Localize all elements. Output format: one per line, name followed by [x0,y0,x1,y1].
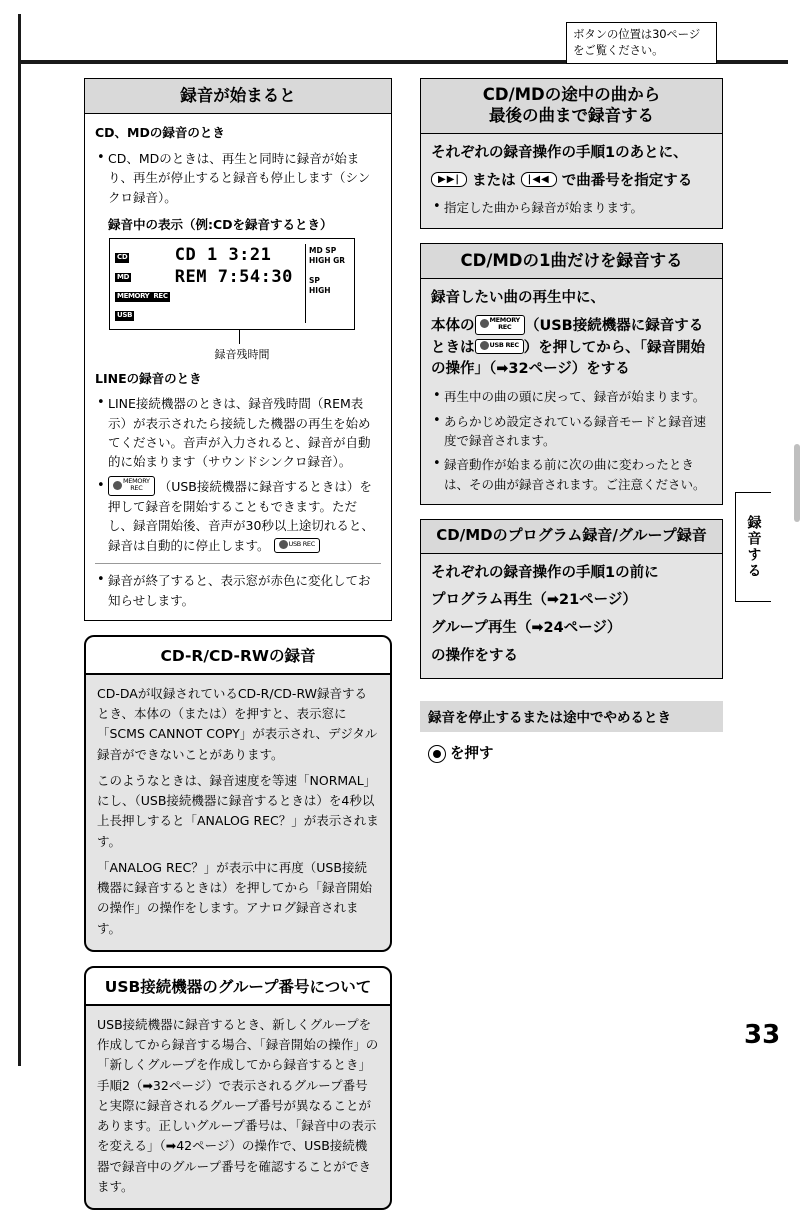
page-frame-left-rule [18,14,21,1066]
list-item: • 指定した曲から録音が始まります。 [431,198,712,217]
header-note [566,22,717,64]
display-mode-1: MD SP [309,246,337,256]
label-cd-md-recording: CD、MDの録音のとき [95,125,225,141]
section-cdr-cdrw [84,635,392,952]
section-title-single-track: CD/MDの1曲だけを録音する [420,243,723,279]
section-title-line1: CD/MDの途中の曲から [482,85,661,104]
header-note-line1: ボタンの位置は30ページ [573,27,701,41]
divider [95,563,381,564]
paragraph: USB接続機器に録音するとき、新しくグループを作成してから録音する場合、「録音開始の操作」の「新しくグループを作成してから録音するとき」手順2（➡32ページ）で表示されるグループ番号と実際に録音されるグループ番号が異なることがあります。正しいグループ番号は、「録音中の表示を変える」（➡42ページ）の操作で、USB接続機器で録音中のグループ番号を確認することができます。 [97,1016,379,1194]
right-column [420,78,723,777]
display-mode-2: HIGH GR [309,256,346,266]
section-program-group-recording [420,519,723,679]
list-item: • CD、MDのときは、再生と同時に録音が始まり、再生が停止すると録音も停止します（シンクロ録音）。 [95,149,381,207]
section-body-stop-recording [420,732,723,763]
instruction-conjunction: または [472,172,516,189]
display-illustration [109,238,355,363]
display-line-2: REM 7:54:30 [174,266,293,287]
memory-rec-button-icon[interactable]: MEMORY REC [475,315,525,335]
instruction-prefix: 本体の [431,317,475,334]
list-midway-notes [431,198,712,217]
instruction-mid: （USB接続機器に録音するときは [431,317,704,356]
instruction-suffix: ）を押してから、「録音開始の操作」（➡32ページ）をする [431,339,706,378]
indicator-rec: REC [153,292,168,301]
list-item: • 録音動作が始まる前に次の曲に変わったときは、その曲が録音されます。ご注意ください。 [431,455,712,494]
section-title-usb-group-number: USB接続機器のグループ番号について [84,966,392,1006]
section-title-cdr-cdrw: CD-R/CD-RWの録音 [84,635,392,675]
section-single-track [420,243,723,505]
section-title-midway-recording [420,78,723,134]
stop-action-label: を押す [450,745,494,762]
list-single-track-notes [431,387,712,494]
usb-rec-button-icon[interactable]: USB REC [274,538,320,553]
instruction-line2 [431,171,712,193]
instruction-tail: で曲番号を指定する [561,172,693,189]
list-item: • LINE接続機器のときは、録音残時間（REM表示）が表示されたら接続した機器の再生を始めてください。音声が入力されると、録音が自動的に始まります（サウンドシンクロ録音）。 [95,394,381,472]
list-item: • 再生中の曲の頭に戻って、録音が始まります。 [431,387,712,406]
list-item: • 録音が終了すると、表示窓が赤色に変化してお知らせします。 [95,571,381,610]
indicator-md: MD [117,272,130,281]
display-mode-3: SP [309,275,320,285]
display-mode-indicators [305,244,349,323]
paragraph: このようなときは、録音速度を等速「NORMAL」にし、（USB接続機器に録音するときは）を4秒以上長押しすると「ANALOG REC？」が表示されます。 [97,772,379,849]
indicator-cd: CD [117,253,128,262]
stop-button-icon[interactable] [428,745,446,763]
paragraph: CD-DAが収録されているCD-R/CD-RW録音するとき、本体の（または）を押すと、表示窓に「SCMS CANNOT COPY」が表示され、デジタル録音ができないことがあります。 [97,685,378,762]
section-body-recording-start [84,114,392,620]
scroll-marker [794,444,800,522]
side-tab-recording [735,492,771,602]
section-title-recording-start: 録音が始まると [84,78,392,114]
section-title-stop-recording: 録音を停止するまたは途中でやめるとき [420,701,723,732]
next-track-button-icon[interactable]: ▶▶| [431,172,467,187]
list-item: • あらかじめ設定されている録音モードと録音速度で録音されます。 [431,412,712,451]
section-body-program-group [420,554,723,679]
usb-rec-button-icon[interactable]: USB REC [475,339,524,354]
list-line-recording [95,394,381,555]
display-indicator-tags [115,244,170,323]
instruction-line1: それぞれの録音操作の手順1の前に [431,564,659,581]
header-note-line2: をご覧ください。 [573,42,664,57]
section-body-usb-group-number [84,1006,392,1210]
list-cd-md [95,149,381,207]
display-caption: 録音残時間 [214,347,270,361]
instruction-line3: グループ再生（➡24ページ） [431,620,622,637]
indicator-usb: USB [117,311,133,320]
display-window [109,238,355,330]
side-tab-label: 録音する [745,515,762,579]
instruction-line1: それぞれの録音操作の手順1のあとに、 [431,144,688,161]
list-recording-finished [95,571,381,610]
display-readout [175,244,303,323]
label-display-during-recording: 録音中の表示（例:CDを録音するとき） [108,216,333,232]
instruction-line2: プログラム再生（➡21ページ） [431,592,637,609]
section-title-program-group: CD/MDのプログラム録音/グループ録音 [420,519,723,554]
section-body-single-track [420,279,723,505]
list-item-text: （USB接続機器に録音するときは）を押して録音を開始することもできます。ただし、録音開始後、音声が30秒以上途切れると、録音は自動的に停止します。 [108,478,374,553]
list-item [95,477,381,555]
callout-line [109,330,355,346]
section-stop-recording [420,701,723,763]
paragraph: 「ANALOG REC？」が表示中に再度（USB接続機器に録音するときは）を押してから「録音開始の操作」の操作をします。アナログ録音されます。 [97,859,373,936]
section-midway-recording [420,78,723,229]
display-line-1: CD 1 3:21 [174,245,272,266]
page-number: 33 [744,1020,781,1050]
instruction-line1: 録音したい曲の再生中に、 [431,290,605,307]
section-body-cdr-cdrw [84,675,392,952]
section-recording-start [84,78,392,621]
section-body-midway-recording [420,134,723,229]
section-usb-group-number [84,966,392,1210]
prev-track-button-icon[interactable]: |◀◀ [521,172,557,187]
section-title-line2: 最後の曲まで録音する [489,106,654,126]
left-column [84,78,392,1224]
display-mode-4: HIGH [309,285,331,295]
instruction-line4: の操作をする [431,647,518,664]
instruction-line2 [431,316,712,381]
label-line-recording: LINEの録音のとき [95,370,202,386]
memory-rec-button-icon[interactable]: MEMORY REC [108,476,155,496]
indicator-memory: MEMORY [117,292,150,301]
